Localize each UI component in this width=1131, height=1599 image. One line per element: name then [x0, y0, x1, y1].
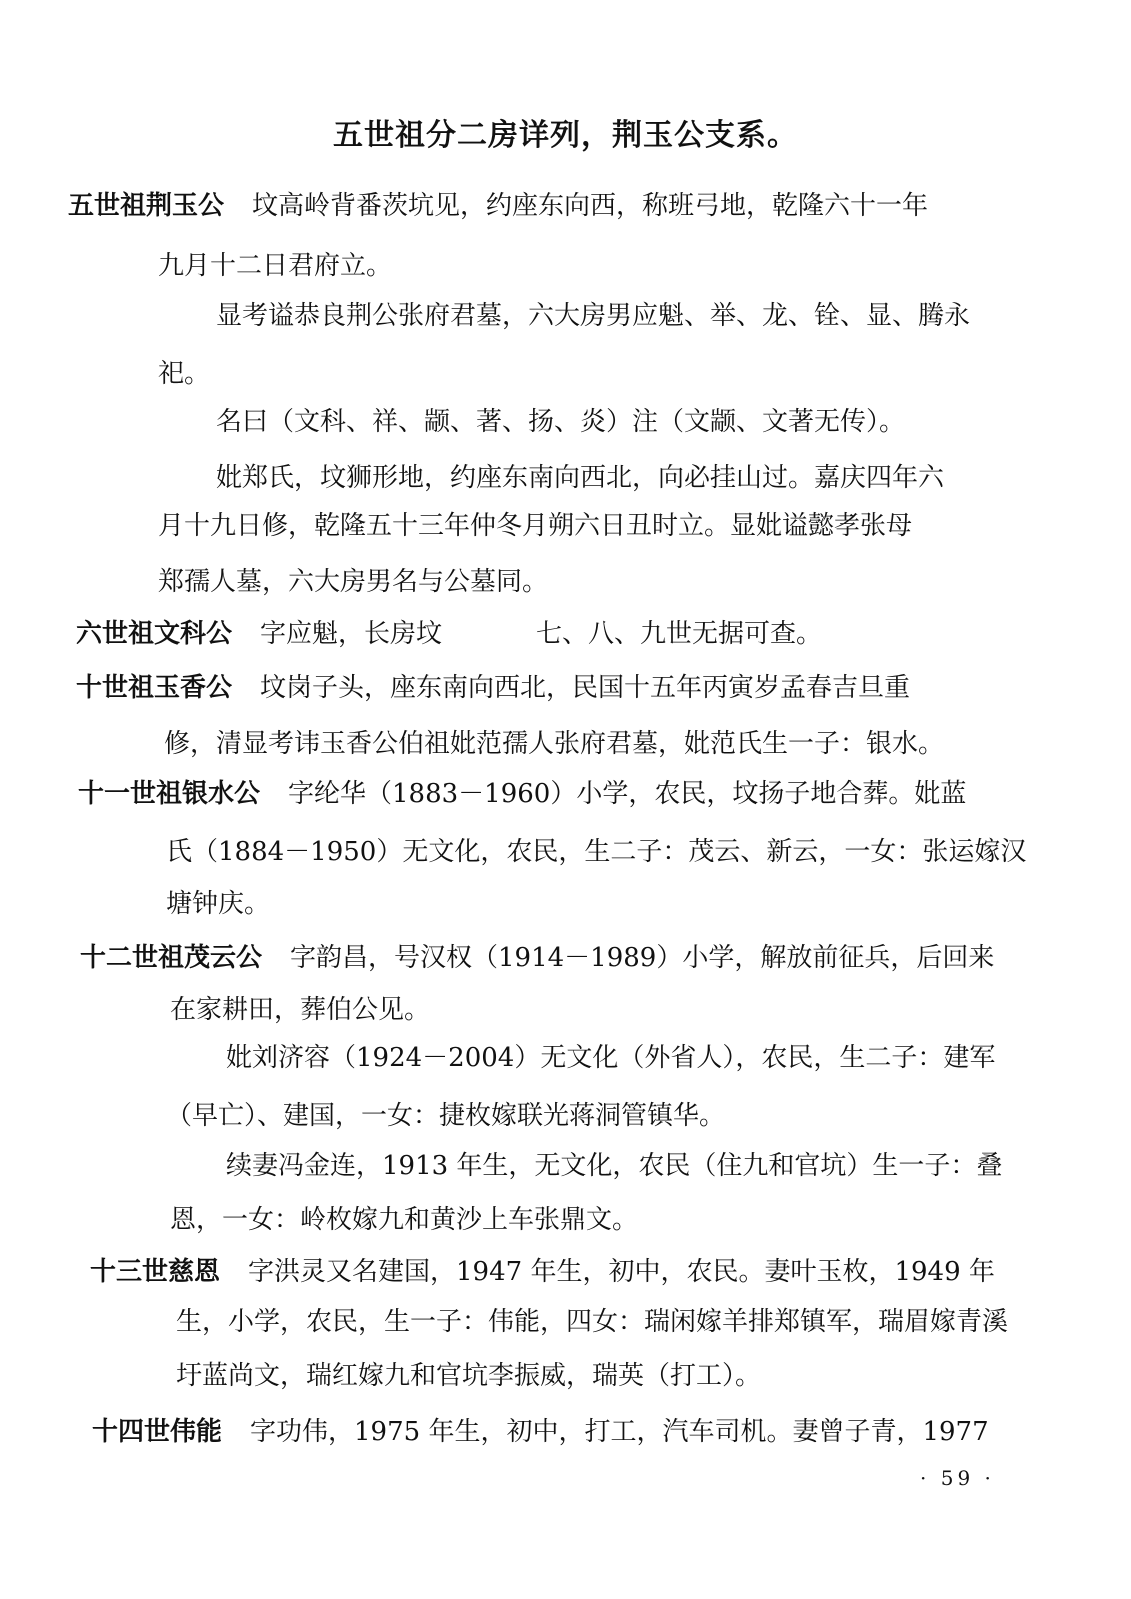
entry-text: 郑孺人墓，六大房男名与公墓同。 [158, 567, 549, 597]
ancestor-name: 十一世祖银水公 [78, 779, 261, 809]
entry-text: 字韵昌，号汉权（1914－1989）小学，解放前征兵，后回来 [290, 943, 995, 973]
entry-first-line [80, 938, 994, 978]
entry-text: 字洪灵又名建国，1947 年生，初中，农民。妻叶玉枚，1949 年 [248, 1257, 995, 1287]
entry-text: 字纶华（1883－1960）小学，农民，坟扬子地合葬。妣蓝 [288, 779, 967, 809]
entry-text: 修，清显考讳玉香公伯祖妣范孺人张府君墓，妣范氏生一子：银水。 [164, 729, 945, 759]
entry-text: 妣郑氏，坟狮形地，约座东南向西北，向必挂山过。嘉庆四年六 [216, 463, 945, 493]
entry-text: 恩，一女：岭枚嫁九和黄沙上车张鼎文。 [170, 1205, 639, 1235]
entry-first-line [92, 1412, 989, 1452]
entry-text: 妣刘济容（1924－2004）无文化（外省人），农民，生二子：建军 [226, 1043, 996, 1073]
page-number: · 59 · [920, 1466, 995, 1490]
entry-text: 九月十二日君府立。 [158, 251, 393, 281]
entry-text: 字功伟，1975 年生，初中，打工，汽车司机。妻曾子青，1977 [250, 1417, 989, 1447]
entry-text: （早亡）、建国，一女：捷枚嫁联光蒋洞管镇华。 [166, 1101, 726, 1131]
entry-text: 名曰（文科、祥、颛、著、扬、炎）注（文颛、文著无传）。 [216, 407, 906, 437]
entry-text: 月十九日修，乾隆五十三年仲冬月朔六日丑时立。显妣谥懿孝张母 [158, 511, 913, 541]
entry-text: 显考谥恭良荆公张府君墓，六大房男应魁、举、龙、铨、显、腾永 [216, 301, 971, 331]
ancestor-name: 十四世伟能 [92, 1417, 223, 1447]
entry-first-line [78, 774, 966, 814]
entry-text: 续妻冯金连，1913 年生，无文化，农民（住九和官坑）生一子：叠 [226, 1151, 1003, 1181]
page-title: 五世祖分二房详列，荆玉公支系。 [333, 118, 798, 153]
entry-first-line [76, 614, 442, 654]
entry-first-line [90, 1252, 995, 1292]
entry-first-line [68, 186, 928, 226]
entry-text: 坟高岭背番茨坑见，约座东向西，称班弓地，乾隆六十一年 [252, 191, 929, 221]
ancestor-name: 十三世慈恩 [90, 1257, 221, 1287]
entry-text: 七、八、九世无据可查。 [536, 619, 823, 649]
entry-text: 塘钟庆。 [166, 889, 271, 919]
entry-text: 字应魁，长房坟 [260, 619, 443, 649]
ancestor-name: 十世祖玉香公 [76, 673, 233, 703]
entry-text: 坟岗子头，座东南向西北，民国十五年丙寅岁孟春吉旦重 [260, 673, 911, 703]
entry-first-line [76, 668, 910, 708]
entry-text: 在家耕田，葬伯公见。 [170, 995, 431, 1025]
ancestor-name: 十二世祖茂云公 [80, 943, 263, 973]
entry-text: 氏（1884－1950）无文化，农民，生二子：茂云、新云，一女：张运嫁汉 [166, 837, 1027, 867]
entry-text: 祀。 [158, 359, 211, 389]
ancestor-name: 五世祖荆玉公 [68, 191, 225, 221]
entry-text: 生，小学，农民，生一子：伟能，四女：瑞闲嫁羊排郑镇军，瑞眉嫁青溪 [176, 1307, 1009, 1337]
ancestor-name: 六世祖文科公 [76, 619, 233, 649]
entry-text: 圩蓝尚文，瑞红嫁九和官坑李振威，瑞英（打工）。 [176, 1361, 762, 1391]
